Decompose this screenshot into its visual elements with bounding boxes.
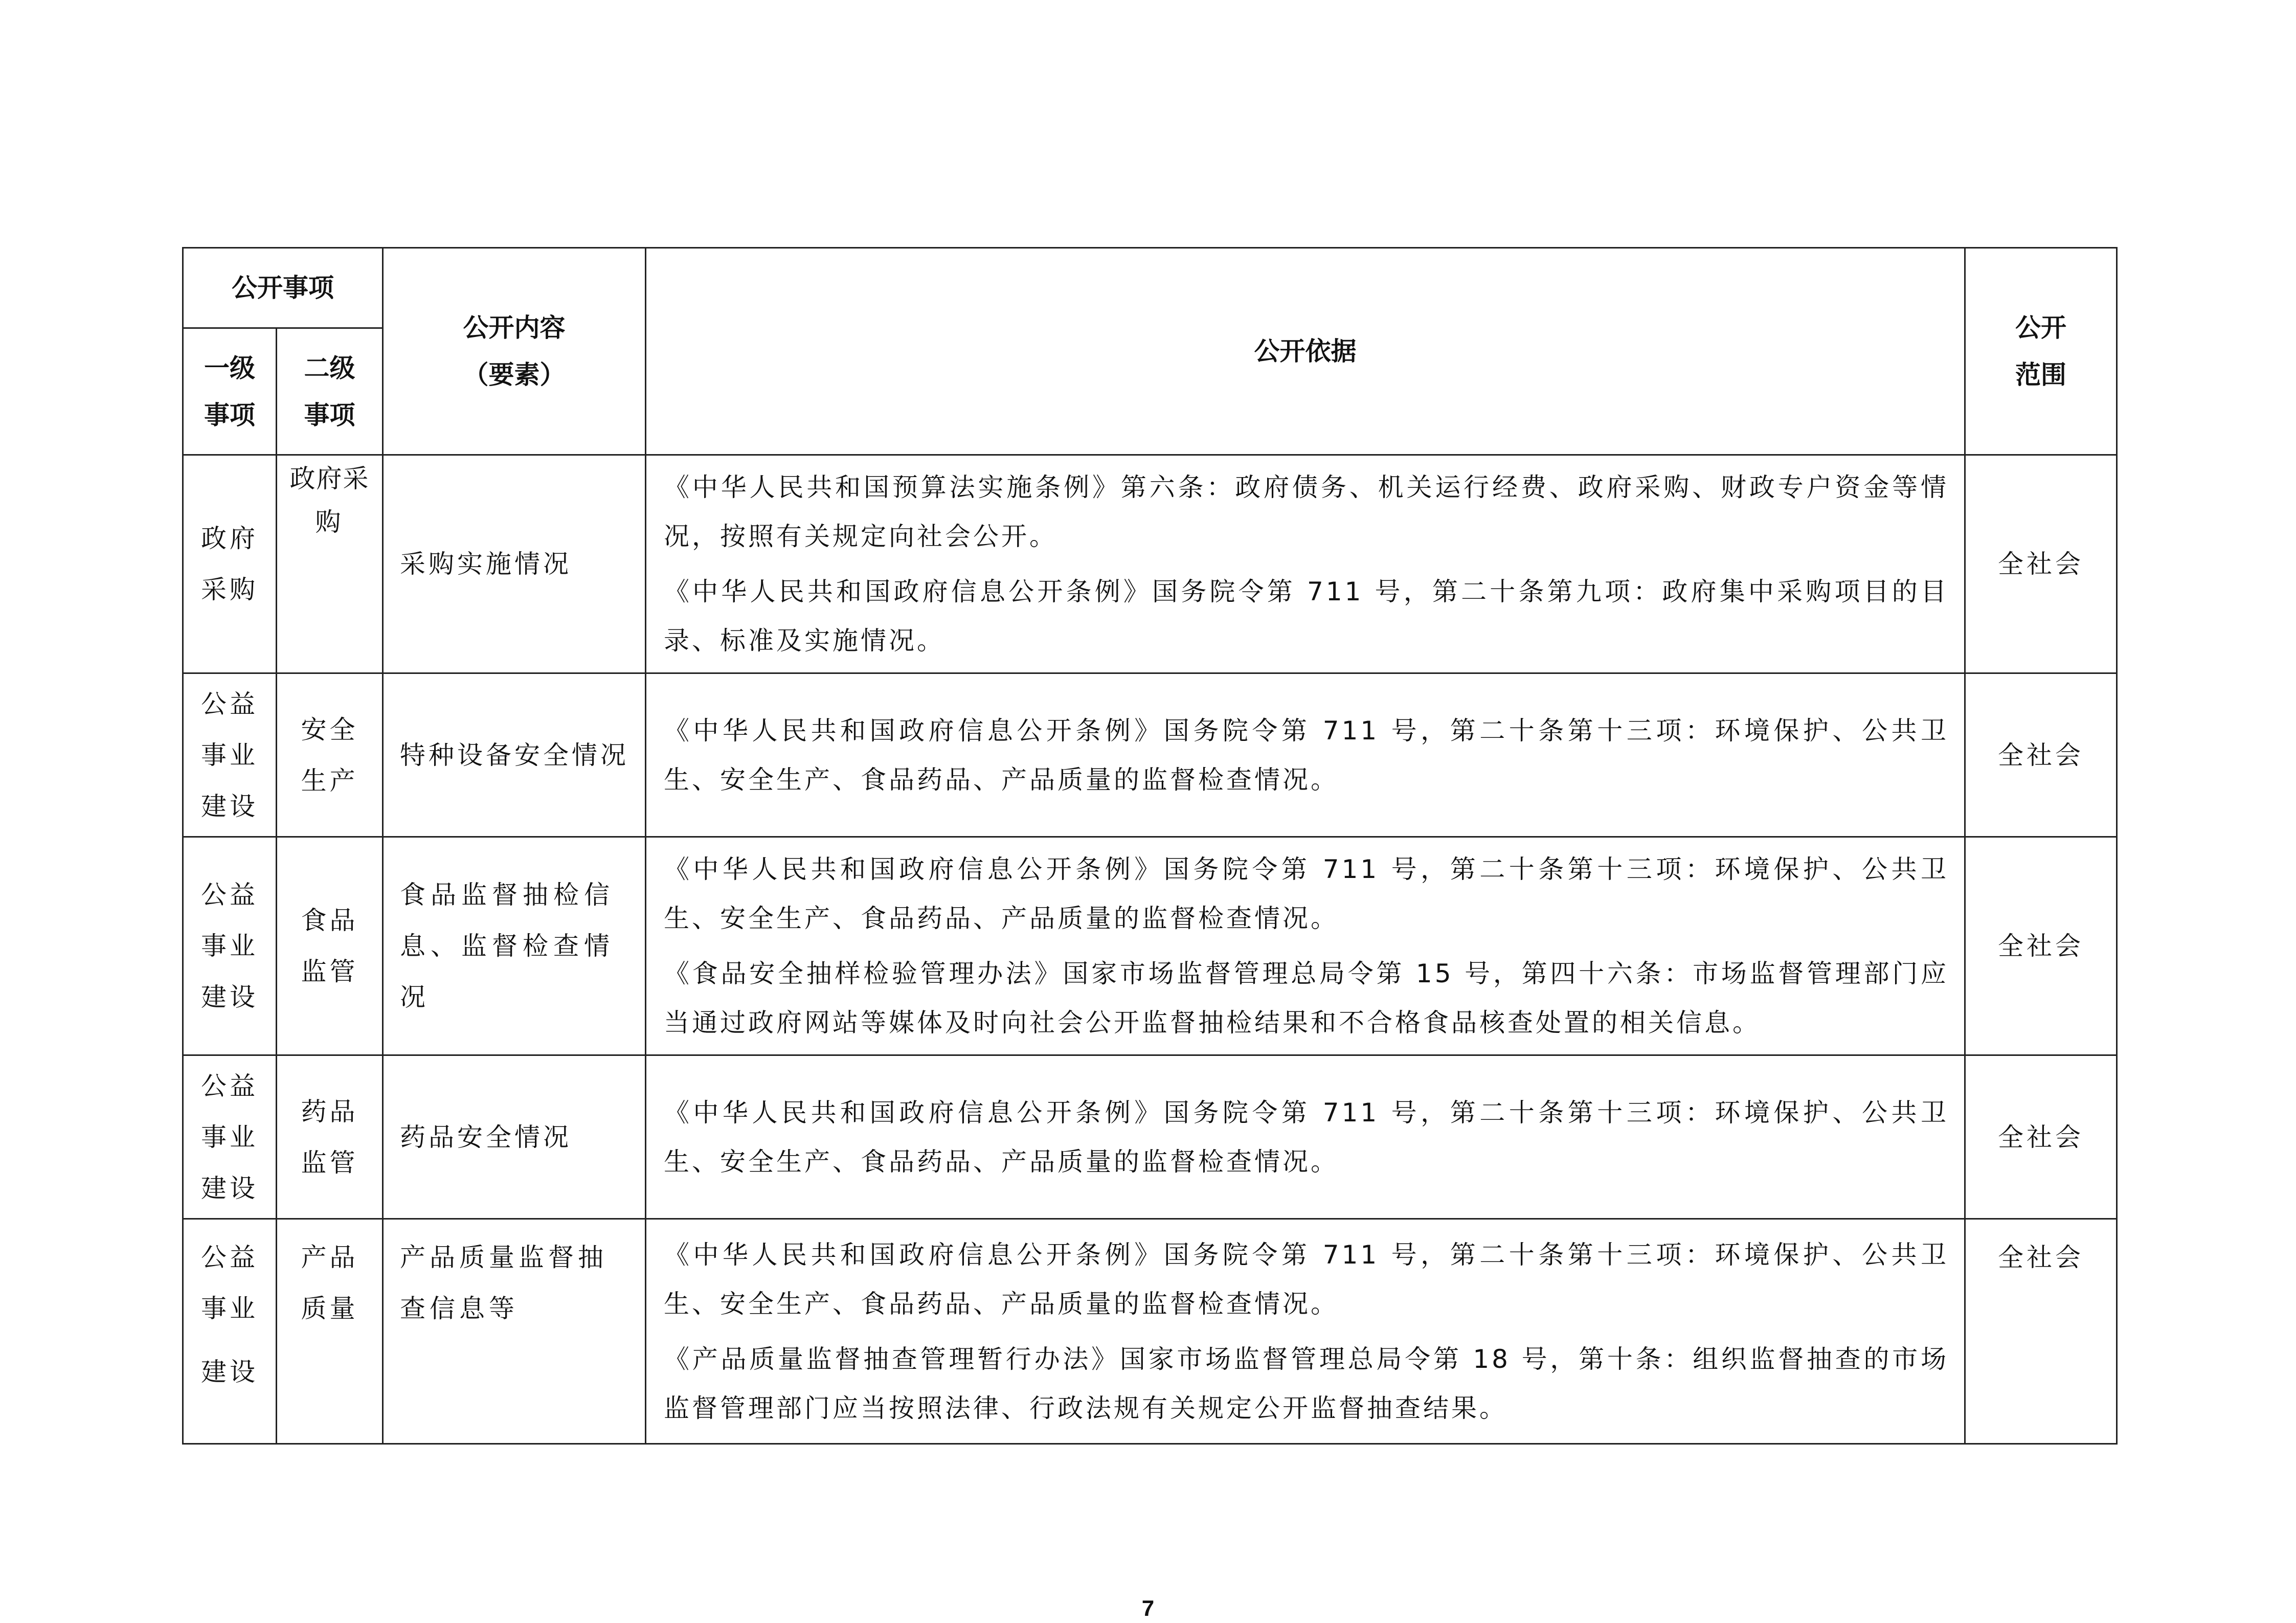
level1-text: 公益 (201, 689, 258, 719)
content-text: 特种设备安全情况 (400, 740, 629, 770)
level2-text: 监管 (301, 1147, 358, 1178)
content-cell (383, 1055, 646, 1219)
header-level2-line-1: 二级 (304, 353, 355, 383)
level2-cell (277, 1055, 383, 1219)
level1-text: 事业 (201, 931, 258, 961)
header-level1 (183, 328, 277, 455)
header-scope-line-1: 公开 (2015, 313, 2066, 343)
level1-cell (183, 673, 277, 837)
level2-text: 政府采 (289, 464, 370, 493)
level2-text: 购 (315, 507, 344, 537)
scope-text: 全社会 (1998, 1122, 2084, 1152)
scope-text: 全社会 (1998, 549, 2084, 579)
level1-text: 公益 (201, 880, 258, 910)
table-row (183, 673, 2117, 837)
content-cell (383, 837, 646, 1055)
header-level2 (277, 328, 383, 455)
table-row (183, 837, 2117, 1055)
level1-cell (183, 1055, 277, 1219)
content-text: 采购实施情况 (400, 549, 572, 579)
basis-paragraph: 《中华人民共和国政府信息公开条例》国务院令第 711 号，第二十条第十三项：环境保护、公共卫生、安全生产、食品药品、产品质量的监督检查情况。 (664, 1097, 1949, 1177)
header-scope (1965, 248, 2117, 455)
level1-text: 公益 (201, 1243, 258, 1272)
scope-text: 全社会 (1998, 740, 2084, 770)
disclosure-table (182, 247, 2118, 1445)
header-disclosure-item (183, 248, 383, 328)
basis-paragraph: 《中华人民共和国预算法实施条例》第六条：政府债务、机关运行经费、政府采购、财政专户资金等情况，按照有关规定向社会公开。 (664, 472, 1949, 551)
content-cell (383, 1219, 646, 1444)
basis-cell (646, 1219, 1965, 1444)
page-number: 7 (1141, 1596, 1155, 1621)
level2-text: 监管 (301, 957, 358, 986)
basis-cell (646, 837, 1965, 1055)
header-content-line-2: （要素） (463, 360, 566, 390)
basis-paragraph: 《中华人民共和国政府信息公开条例》国务院令第 711 号，第二十条第十三项：环境保护、公共卫生、安全生产、食品药品、产品质量的监督检查情况。 (664, 1239, 1949, 1319)
header-content (383, 248, 646, 455)
scope-cell (1965, 455, 2117, 673)
table-row (183, 1219, 2117, 1444)
level1-cell (183, 837, 277, 1055)
level2-cell (277, 455, 383, 673)
header-level1-line-2: 事项 (204, 400, 255, 430)
level1-text: 建设 (201, 982, 258, 1012)
level1-text: 政府 (201, 524, 258, 553)
table-row (183, 455, 2117, 673)
level2-cell (277, 673, 383, 837)
level2-text: 药品 (301, 1096, 358, 1126)
level1-text: 建设 (201, 1357, 258, 1387)
basis-paragraph: 《中华人民共和国政府信息公开条例》国务院令第 711 号，第二十条第十三项：环境保护、公共卫生、安全生产、食品药品、产品质量的监督检查情况。 (664, 854, 1949, 933)
scope-cell (1965, 673, 2117, 837)
header-level2-line-2: 事项 (304, 400, 355, 430)
content-cell (383, 673, 646, 837)
scope-cell (1965, 1055, 2117, 1219)
basis-paragraph: 《食品安全抽样检验管理办法》国家市场监督管理总局令第 15 号，第四十六条：市场监督管理部门应当通过政府网站等媒体及时向社会公开监督抽检结果和不合格食品核查处置的相关信息。 (664, 959, 1949, 1038)
basis-paragraph: 《产品质量监督抽查管理暂行办法》国家市场监督管理总局令第 18 号，第十条：组织监督抽查的市场监督管理部门应当按照法律、行政法规有关规定公开监督抽查结果。 (664, 1344, 1949, 1423)
content-text: 药品安全情况 (400, 1122, 572, 1152)
level2-text: 食品 (301, 906, 358, 935)
header-content-line-1: 公开内容 (463, 313, 566, 343)
content-cell (383, 455, 646, 673)
level1-text: 建设 (201, 1173, 258, 1203)
level2-text: 生产 (301, 765, 358, 796)
level1-text: 事业 (201, 1294, 258, 1323)
level1-text: 事业 (201, 1122, 258, 1152)
level1-text: 采购 (201, 575, 258, 604)
content-text: 产品质量监督抽查信息等 (400, 1243, 607, 1323)
level2-text: 质量 (301, 1294, 358, 1323)
level2-cell (277, 837, 383, 1055)
header-basis (646, 248, 1965, 455)
basis-paragraph: 《中华人民共和国政府信息公开条例》国务院令第 711 号，第二十条第十三项：环境保护、公共卫生、安全生产、食品药品、产品质量的监督检查情况。 (664, 715, 1949, 795)
level2-cell (277, 1219, 383, 1444)
level1-text: 公益 (201, 1071, 258, 1101)
level1-text: 事业 (201, 740, 258, 770)
scope-text: 全社会 (1998, 931, 2084, 961)
header-scope-line-2: 范围 (2015, 360, 2066, 390)
level2-text: 产品 (301, 1243, 358, 1272)
table-row (183, 1055, 2117, 1219)
level1-text: 建设 (201, 791, 258, 821)
header-basis-label: 公开依据 (1254, 336, 1357, 366)
basis-paragraph: 《中华人民共和国政府信息公开条例》国务院令第 711 号，第二十条第九项：政府集中采购项目的目录、标准及实施情况。 (664, 577, 1949, 656)
level1-cell (183, 1219, 277, 1444)
header-row-1 (183, 248, 2117, 328)
header-disclosure-item-label: 公开事项 (232, 273, 334, 303)
scope-text: 全社会 (1998, 1243, 2084, 1272)
content-text: 食品监督抽检信息、监督检查情况 (400, 880, 615, 1012)
basis-cell (646, 455, 1965, 673)
basis-cell (646, 1055, 1965, 1219)
level1-cell (183, 455, 277, 673)
scope-cell (1965, 837, 2117, 1055)
scope-cell (1965, 1219, 2117, 1444)
basis-cell (646, 673, 1965, 837)
level2-text: 安全 (301, 714, 358, 745)
header-level1-line-1: 一级 (204, 353, 255, 383)
